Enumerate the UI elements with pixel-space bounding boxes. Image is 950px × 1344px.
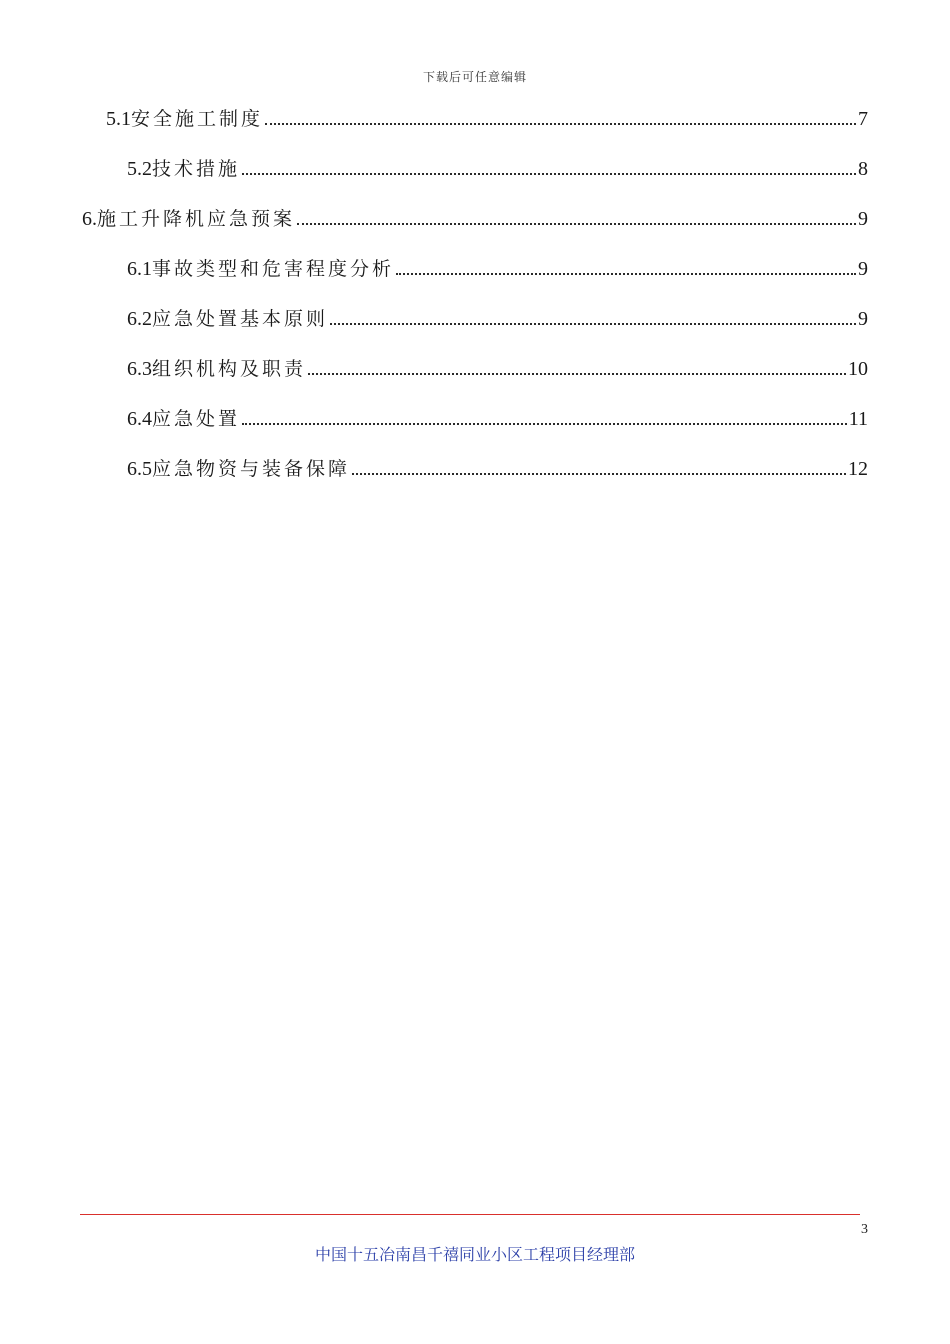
toc-entry-number: 6.5 <box>127 458 152 480</box>
toc-entry-title: 安全施工制度 <box>131 108 264 130</box>
toc-entry-number: 6.4 <box>127 408 152 430</box>
page-number: 3 <box>861 1222 868 1237</box>
toc-entry-page: 11 <box>848 408 868 430</box>
toc-entry-number: 6.3 <box>127 358 152 380</box>
toc-entry-page: 8 <box>858 158 868 180</box>
footer-divider <box>80 1214 860 1215</box>
toc-dot-leader <box>297 223 856 225</box>
toc-entry-title: 应急物资与装备保障 <box>152 458 351 480</box>
toc-entry-page: 9 <box>858 258 868 280</box>
toc-entry-title: 应急处置 <box>152 408 241 430</box>
toc-entry-6-4[interactable] <box>127 406 868 432</box>
toc-dot-leader <box>242 173 856 175</box>
toc-entry-page: 7 <box>858 108 868 130</box>
toc-dot-leader <box>308 373 846 375</box>
toc-entry-number: 5.2 <box>127 158 152 180</box>
toc-entry-title: 组织机构及职责 <box>152 358 307 380</box>
toc-entry-title: 施工升降机应急预案 <box>97 208 296 230</box>
toc-dot-leader <box>396 273 856 275</box>
toc-entry-6-1[interactable] <box>127 256 868 282</box>
toc-entry-5-1[interactable] <box>106 106 868 132</box>
toc-dot-leader <box>330 323 856 325</box>
toc-entry-number: 5.1 <box>106 108 131 130</box>
toc-entry-page: 9 <box>858 308 868 330</box>
toc-entry-number: 6. <box>82 208 97 230</box>
toc-entry-title: 事故类型和危害程度分析 <box>152 258 395 280</box>
toc-dot-leader <box>265 123 856 125</box>
toc-entry-6-5[interactable] <box>127 456 868 482</box>
toc-entry-6-2[interactable] <box>127 306 868 332</box>
toc-entry-title: 应急处置基本原则 <box>152 308 329 330</box>
toc-dot-leader <box>352 473 846 475</box>
header-note: 下载后可任意编辑 <box>422 70 527 84</box>
toc-entry-number: 6.1 <box>127 258 152 280</box>
toc-entry-page: 10 <box>848 358 868 380</box>
toc-dot-leader <box>242 423 847 425</box>
toc-entry-page: 9 <box>858 208 868 230</box>
toc-entry-number: 6.2 <box>127 308 152 330</box>
toc-entry-6-3[interactable] <box>127 356 868 382</box>
toc-entry-5-2[interactable] <box>127 156 868 182</box>
toc-entry-title: 技术措施 <box>152 158 241 180</box>
toc-entry-6[interactable] <box>82 206 868 232</box>
footer-organization: 中国十五冶南昌千禧同业小区工程项目经理部 <box>314 1245 635 1264</box>
toc-entry-page: 12 <box>848 458 868 480</box>
